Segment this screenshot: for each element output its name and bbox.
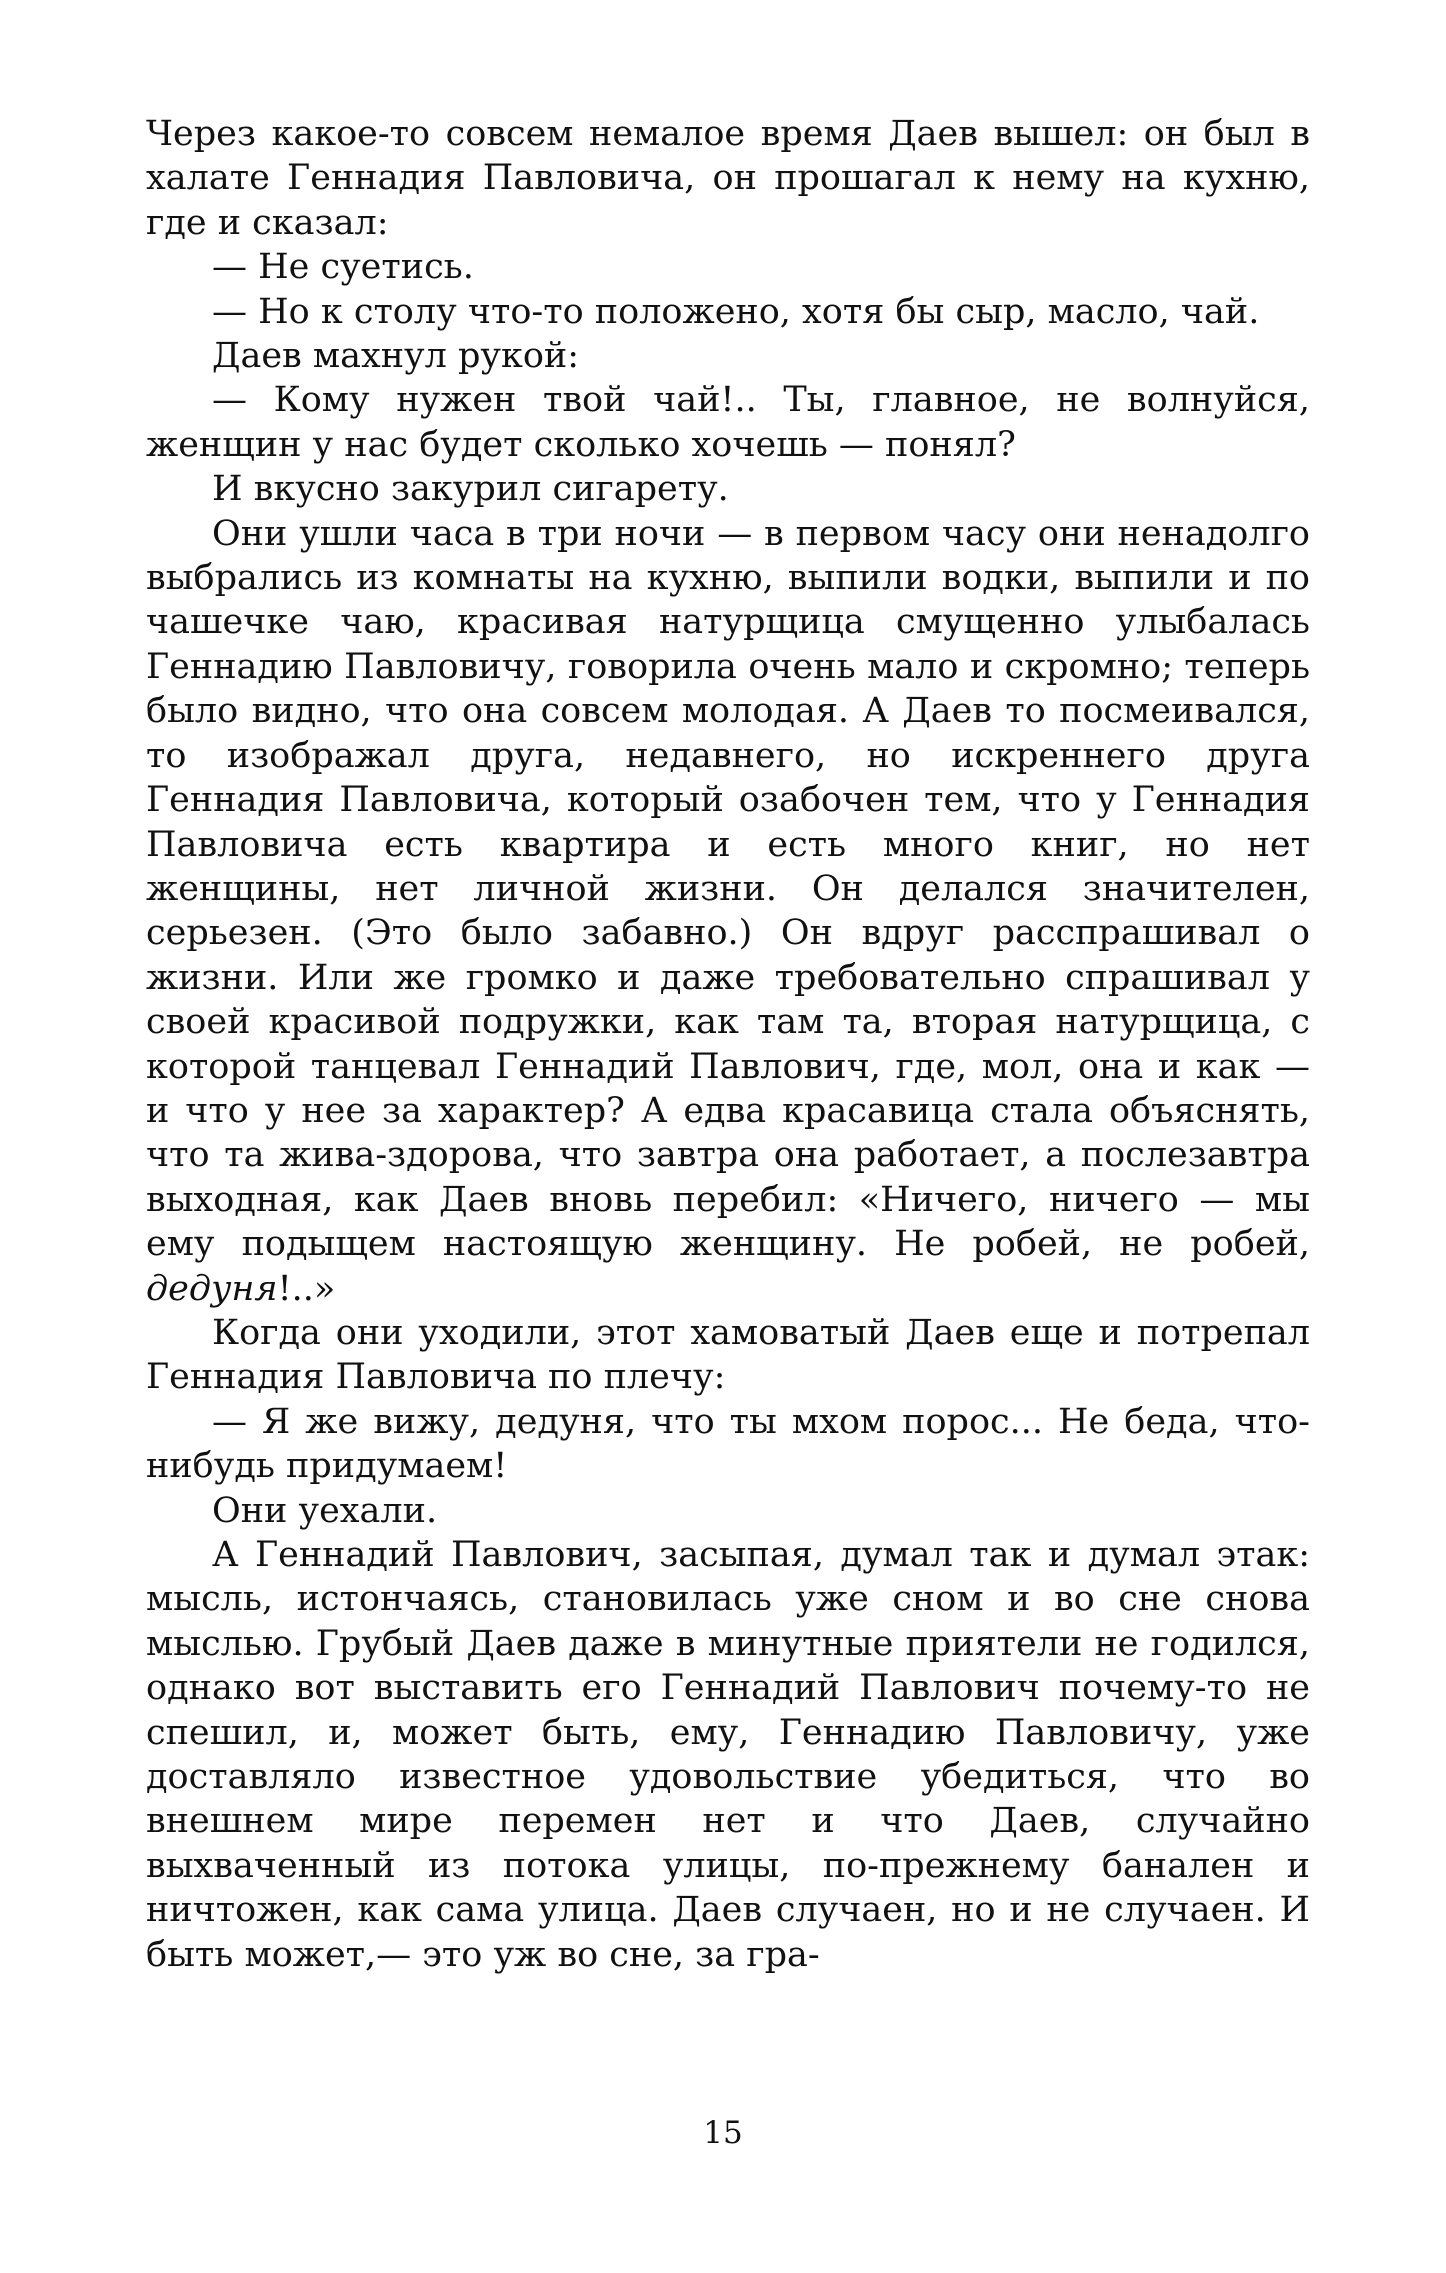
- paragraph-10: Они уехали.: [212, 1490, 438, 1531]
- paragraph-7-tail: !..»: [277, 1268, 336, 1309]
- paragraph-4: Даев махнул рукой:: [212, 336, 580, 377]
- paragraph-5: — Кому нужен твой чай!.. Ты, главное, не волнуйся, женщин у нас будет сколько хочешь — понял?: [146, 380, 1310, 465]
- paragraph-9: — Я же вижу, дедуня, что ты мхом порос... Не беда, что-нибудь придумаем!: [146, 1401, 1310, 1487]
- paragraph-7-body: Они ушли часа в три ночи — в первом часу они ненадолго выбрались из комнаты на кухню, выпили водки, выпили и по чашечке чаю, красивая натурщица смущенно улыбалась Геннадию Павловичу, говорила очень мало и скромно; теперь было видно, что она совсем молодая. А Даев то посмеивался, то изображал друга, недавнего, но искреннего друга Геннадия Павловича, который озабочен тем, что у Геннадия Павловича есть квартира и есть много книг, но нет женщины, нет личной жизни. Он делался значителен, серьезен. (Это было забавно.) Он вдруг расспрашивал о жизни. Или же громко и даже требовательно спрашивал у своей красивой подружки, как там та, вторая натурщица, с которой танцевал Геннадий Павлович, где, мол, она и как — и что у нее за характер? А едва красавица стала объяснять, что та жива-здорова, что завтра она работает, а послезавтра выходная, как Даев вновь перебил: «Ничего, ничего — мы ему подыщем настоящую женщину. Не робей, не робей,: [146, 513, 1310, 1265]
- paragraph-2: — Не суетись.: [212, 247, 474, 288]
- paragraph-3: — Но к столу что-то положено, хотя бы сыр, масло, чай.: [212, 291, 1260, 332]
- paragraph-11: А Геннадий Павлович, засыпая, думал так и думал этак: мысль, истончаясь, становилась уже сном и во сне снова мыслью. Грубый Даев даже в минутные приятели не годился, однако вот выставить его Геннадий Павлович почему-то не спешил, и, может быть, ему, Геннадию Павловичу, уже доставляло известное удовольствие убедиться, что во внешнем мире перемен нет и что Даев, случайно выхваченный из потока улицы, по-прежнему банален и ничтожен, как сама улица. Даев случаен, но и не случаен. И быть может,— это уж во сне, за гра-: [146, 1535, 1310, 1975]
- paragraph-6: И вкусно закурил сигарету.: [212, 469, 729, 510]
- paragraph-1: Через какое-то совсем немалое время Даев вышел: он был в халате Геннадия Павловича, он прошагал к нему на кухню, где и сказал:: [146, 114, 1310, 243]
- paragraph-8: Когда они уходили, этот хамоватый Даев еще и потрепал Геннадия Павловича по плечу:: [146, 1312, 1310, 1398]
- page-number: 15: [703, 2115, 743, 2151]
- paragraph-7: [146, 512, 1310, 1311]
- page-text: [146, 112, 1310, 1977]
- paragraph-7-italic-word: дедуня: [146, 1268, 278, 1309]
